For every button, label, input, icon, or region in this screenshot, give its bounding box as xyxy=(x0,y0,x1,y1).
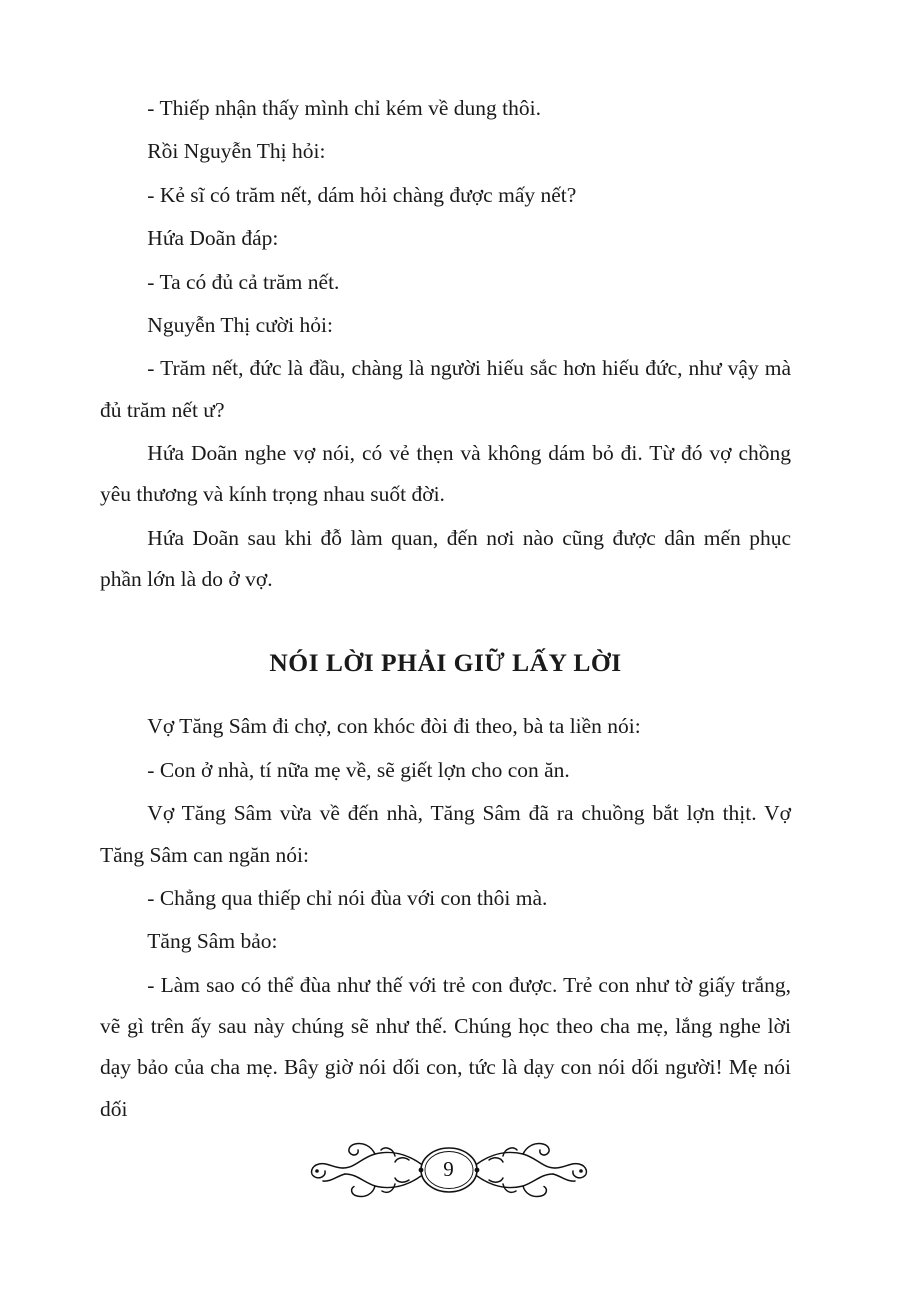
text-block-lower xyxy=(100,706,791,1132)
decorative-flourish-icon xyxy=(299,1134,599,1206)
page-number: 9 xyxy=(443,1157,454,1181)
paragraph: Rồi Nguyễn Thị hỏi: xyxy=(147,139,326,164)
paragraph: - Chẳng qua thiếp chỉ nói đùa với con thôi mà. xyxy=(147,885,548,910)
paragraph: Hứa Doãn đáp: xyxy=(147,226,279,251)
paragraph: - Thiếp nhận thấy mình chỉ kém về dung thôi. xyxy=(147,96,541,120)
paragraph: Tăng Sâm bảo: xyxy=(147,929,278,954)
text-block-upper xyxy=(100,88,791,602)
paragraph: - Trăm nết, đức là đầu, chàng là người hiếu sắc hơn hiếu đức, như vậy mà đủ trăm nết ư? xyxy=(100,356,791,422)
footer-ornament-group xyxy=(299,1134,599,1206)
paragraph: - Làm sao có thể đùa như thế với trẻ con được. Trẻ con như tờ giấy trắng, vẽ gì trên ấy sau này chúng sẽ như thế. Chúng học theo cha mẹ, lắng nghe lời dạy bảo của cha mẹ. Bây giờ nói dối con, tức là dạy con nói dối người! Mẹ nói dối xyxy=(100,972,791,1121)
paragraph: Hứa Doãn sau khi đỗ làm quan, đến nơi nào cũng được dân mến phục phần lớn là do ở vợ. xyxy=(100,525,791,592)
paragraph: - Con ở nhà, tí nữa mẹ về, sẽ giết lợn cho con ăn. xyxy=(147,757,570,782)
paragraph: - Ta có đủ cả trăm nết. xyxy=(147,269,340,294)
section-title: NÓI LỜI PHẢI GIỮ LẤY LỜI xyxy=(269,648,622,678)
page-footer xyxy=(0,1134,897,1206)
paragraph: Vợ Tăng Sâm vừa về đến nhà, Tăng Sâm đã ra chuồng bắt lợn thịt. Vợ Tăng Sâm can ngăn nói: xyxy=(100,801,791,867)
paragraph: Vợ Tăng Sâm đi chợ, con khóc đòi đi theo, bà ta liền nói: xyxy=(147,714,641,739)
paragraph: Nguyễn Thị cười hỏi: xyxy=(147,313,333,338)
paragraph: Hứa Doãn nghe vợ nói, có vẻ thẹn và không dám bỏ đi. Từ đó vợ chồng yêu thương và kính trọng nhau suốt đời. xyxy=(100,441,791,507)
paragraph: - Kẻ sĩ có trăm nết, dám hỏi chàng được mấy nết? xyxy=(147,182,577,207)
